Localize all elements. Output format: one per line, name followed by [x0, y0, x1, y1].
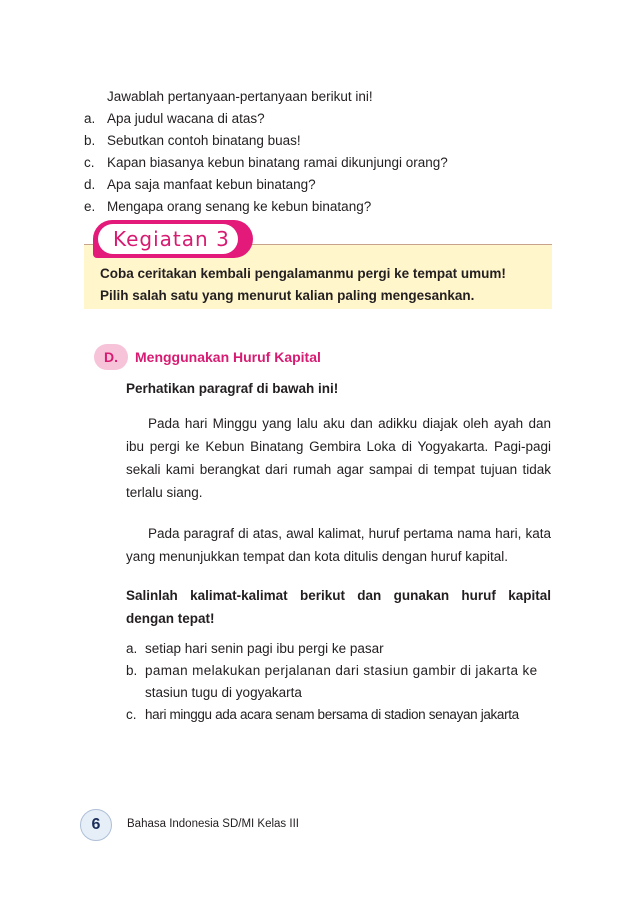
example-paragraph: Pada hari Minggu yang lalu aku dan adikku diajak oleh ayah dan ibu pergi ke Kebun Binatang Gembira Loka di Yogyakarta. Pagi-pagi sekali kami berangkat dari rumah agar sampai di tempat tujuan tidak terlalu siang.	[126, 416, 551, 500]
question-letter: a.	[84, 111, 96, 126]
question-letter: d.	[84, 177, 96, 192]
explanation-paragraph: Pada paragraf di atas, awal kalimat, huruf pertama nama hari, kata yang menunjukkan tempat dan kota ditulis dengan huruf kapital.	[126, 526, 551, 564]
question-text: Apa judul wacana di atas?	[107, 111, 265, 126]
exercise-letter: b.	[126, 663, 138, 678]
activity-label: Kegiatan 3	[113, 227, 230, 251]
question-letter: e.	[84, 199, 96, 214]
page-number: 6	[91, 816, 101, 833]
section-badge-label: D.	[104, 349, 118, 365]
question-text: Sebutkan contoh binatang buas!	[107, 133, 301, 148]
exercise-text: paman melakukan perjalanan dari stasiun gambir di jakarta ke	[145, 663, 538, 678]
exercise-letter: c.	[126, 707, 137, 722]
task-instruction: Salinlah kalimat-kalimat berikut dan gunakan huruf kapital dengan tepat!	[126, 588, 551, 626]
question-letter: b.	[84, 133, 96, 148]
question-text: Apa saja manfaat kebun binatang?	[107, 177, 316, 192]
exercise-letter: a.	[126, 641, 138, 656]
book-title: Bahasa Indonesia SD/MI Kelas III	[127, 818, 299, 830]
activity-line-1: Coba ceritakan kembali pengalamanmu pergi ke tempat umum!	[100, 266, 506, 281]
question-text: Mengapa orang senang ke kebun binatang?	[107, 199, 372, 214]
exercise-text: setiap hari senin pagi ibu pergi ke pasar	[145, 641, 384, 656]
questions-intro: Jawablah pertanyaan-pertanyaan berikut ini!	[107, 89, 373, 104]
activity-line-2: Pilih salah satu yang menurut kalian paling mengesankan.	[100, 288, 475, 303]
section-title: Menggunakan Huruf Kapital	[135, 349, 321, 365]
question-letter: c.	[84, 155, 95, 170]
section-instruction: Perhatikan paragraf di bawah ini!	[126, 381, 339, 396]
exercise-text: hari minggu ada acara senam bersama di stadion senayan jakarta	[145, 707, 519, 722]
question-text: Kapan biasanya kebun binatang ramai dikunjungi orang?	[107, 155, 448, 170]
exercise-text-continued: stasiun tugu di yogyakarta	[145, 685, 302, 700]
